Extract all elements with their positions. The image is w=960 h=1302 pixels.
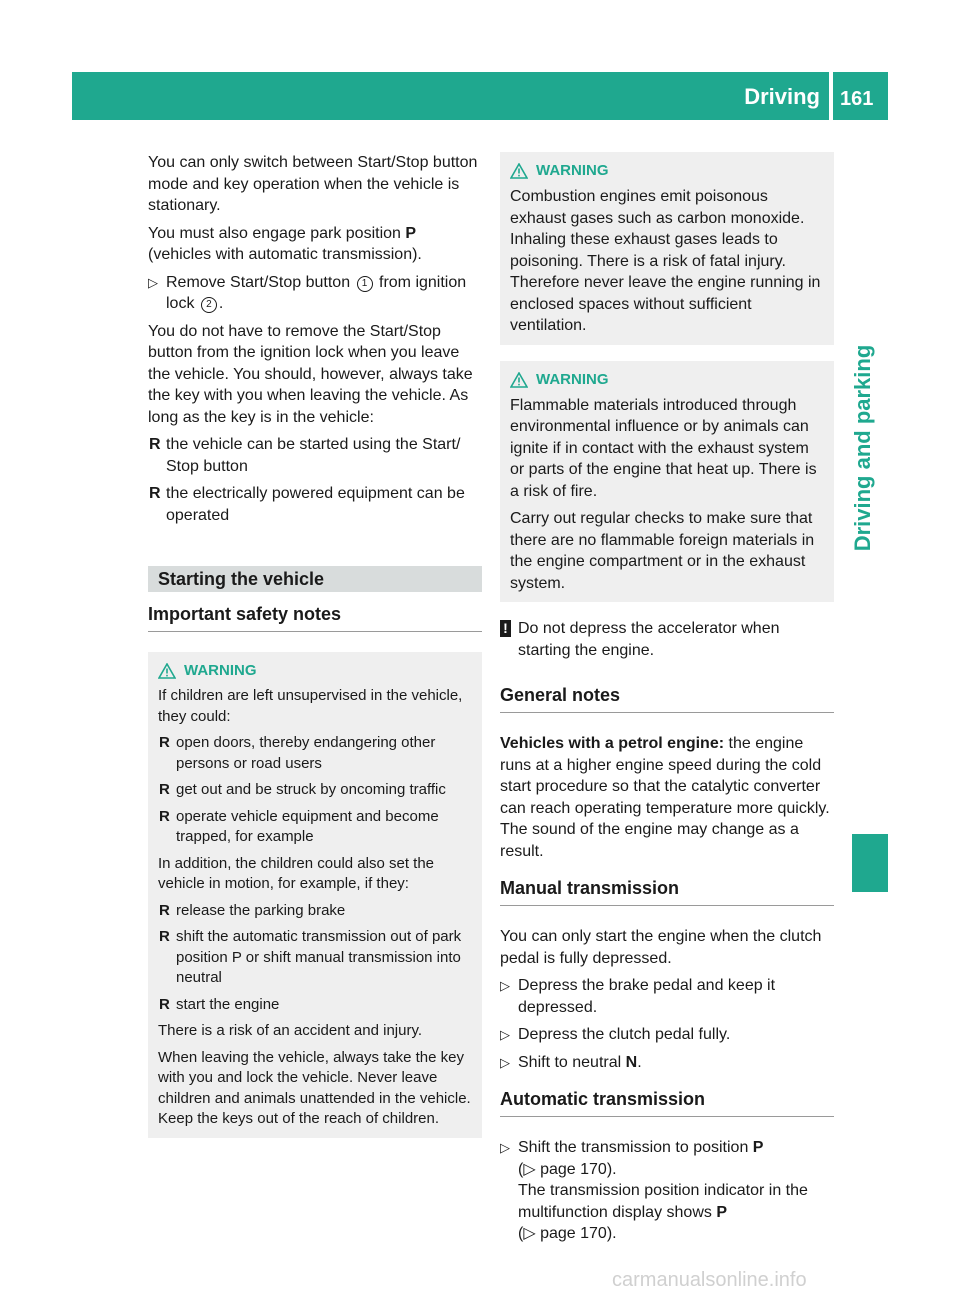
- subsection-heading: General notes: [500, 683, 834, 713]
- page-ref-icon: ▷: [523, 1160, 536, 1178]
- bullet-item: R start the engine: [159, 995, 280, 1013]
- paragraph: There is a risk of an accident and injury.: [158, 1022, 423, 1039]
- warning-title: WARNING: [158, 660, 472, 682]
- paragraph: Vehicles with a petrol engine: the engine runs at a higher engine speed during the cold start procedure so that the catalytic converter can reach operating temperature more quickly. The sound of the engine may change as a result.: [500, 735, 830, 860]
- paragraph: Flammable materials introduced through environmental influence or by animals can ignite if in contact with the exhaust system or parts of the engine that heat up. There is a risk of fire.: [510, 396, 817, 500]
- instruction-step: ▷ Shift the transmission to position P (▷ page 170). The transmission position indicator in the multifunction display shows P (▷ page 170).: [500, 1139, 808, 1242]
- warning-title: WARNING: [510, 160, 824, 182]
- page-number: 161: [840, 88, 874, 110]
- warning-triangle-icon: [510, 372, 528, 388]
- paragraph: You can only switch between Start/Stop button mode and key operation when the vehicle is stationary.: [148, 154, 478, 214]
- page-reference[interactable]: page 170).: [540, 1225, 617, 1242]
- arrow-icon: ▷: [500, 978, 510, 993]
- bullet-item: R open doors, thereby endangering other persons or road users: [159, 734, 436, 772]
- caution-icon: !: [500, 620, 511, 637]
- arrow-icon: ▷: [500, 1054, 510, 1070]
- paragraph: Combustion engines emit poisonous exhaust gases such as carbon monoxide. Inhaling these exhaust gases leads to poisoning. There is a risk of fatal injury. Therefore never leave the engine running in enclosed spaces without sufficient ventilation.: [510, 188, 821, 334]
- side-tab-marker: [852, 834, 888, 892]
- bullet-item: R the vehicle can be started using the Start/ Stop button: [149, 436, 461, 475]
- instruction-step: ▷ Shift to neutral N.: [500, 1052, 834, 1074]
- instruction-step: ▷ Remove Start/Stop button 1 from ignition lock 2 .: [148, 273, 467, 312]
- warning-box: [500, 361, 834, 603]
- right-column: [500, 152, 834, 1251]
- paragraph: When leaving the vehicle, always take the key with you and lock the vehicle. Never leave children and animals unattended in the vehicle. Keep the keys out of the reach of children.: [158, 1048, 471, 1127]
- instruction-step: ▷ Depress the brake pedal and keep it depressed.: [500, 977, 776, 1016]
- page-reference[interactable]: page 170).: [540, 1160, 617, 1178]
- paragraph: In addition, the children could also set the vehicle in motion, for example, if they:: [158, 854, 435, 892]
- paragraph: You do not have to remove the Start/Stop button from the ignition lock when you leave the vehicle. You should, however, always take the key with you when leaving the vehicle. As long as the key is in the vehicle:: [148, 322, 473, 426]
- callout-2-icon: 2: [201, 297, 217, 313]
- subsection-heading: Important safety notes: [148, 602, 482, 632]
- page-ref-icon: ▷: [523, 1225, 536, 1242]
- bullet-item: R the electrically powered equipment can be operated: [149, 485, 465, 524]
- subsection-heading: Manual transmission: [500, 876, 834, 906]
- subsection-heading: Automatic transmission: [500, 1087, 834, 1117]
- paragraph: Carry out regular checks to make sure that there are no flammable foreign materials in the engine compartment or in the exhaust system.: [510, 510, 815, 592]
- caution-note: ! Do not depress the accelerator when starting the engine.: [500, 618, 834, 661]
- header-divider: [829, 72, 833, 120]
- watermark: carmanualsonline.info: [612, 1269, 807, 1291]
- warning-triangle-icon: [510, 163, 528, 179]
- bullet-item: R get out and be struck by oncoming traffic: [159, 781, 446, 798]
- warning-box: [148, 652, 482, 1138]
- warning-triangle-icon: [158, 663, 176, 679]
- callout-1-icon: 1: [357, 276, 373, 292]
- bullet-item: R operate vehicle equipment and become trapped, for example: [159, 807, 439, 845]
- arrow-icon: ▷: [148, 274, 158, 290]
- paragraph: You can only start the engine when the clutch pedal is fully depressed.: [500, 928, 822, 967]
- section-heading: Starting the vehicle: [148, 566, 482, 592]
- bullet-item: R shift the automatic transmission out of park position P or shift manual transmission into neutral: [159, 928, 462, 986]
- warning-title: WARNING: [510, 369, 824, 391]
- paragraph: If children are left unsupervised in the vehicle, they could:: [158, 687, 463, 725]
- arrow-icon: ▷: [500, 1140, 510, 1155]
- chapter-title: Driving: [744, 84, 820, 109]
- paragraph: You must also engage park position P (vehicles with automatic transmission).: [148, 224, 422, 263]
- bullet-item: R release the parking brake: [159, 901, 346, 919]
- left-column: [148, 152, 482, 1154]
- instruction-step: ▷ Depress the clutch pedal fully.: [500, 1024, 834, 1046]
- arrow-icon: ▷: [500, 1027, 510, 1042]
- warning-box: [500, 152, 834, 345]
- side-tab-label: Driving and parking: [850, 344, 875, 552]
